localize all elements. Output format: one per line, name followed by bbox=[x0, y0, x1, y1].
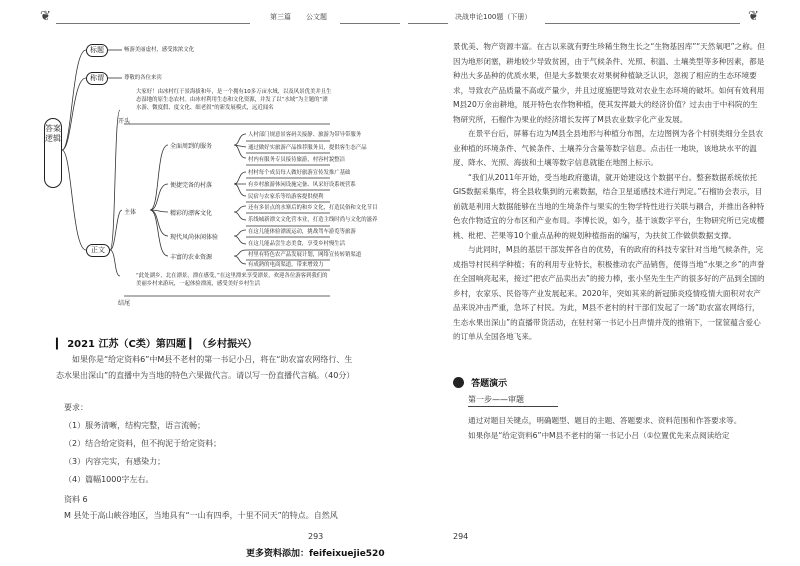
connector-group-4 bbox=[150, 210, 168, 236]
mindmap-root bbox=[44, 118, 62, 188]
mindmap-group-5-item-1: 村里有特色农产品发展计划，网络宣传转销渠道 bbox=[248, 252, 362, 258]
mindmap-root-label: 答案逻辑 bbox=[45, 124, 61, 143]
material-start: M 县处于高山峡谷地区，当地具有“一山有四季，十里不同天”的特点。自然风 bbox=[64, 511, 338, 520]
requirement-3: （3）内容完实，有感染力； bbox=[64, 457, 166, 466]
connector-group-4-items bbox=[234, 230, 246, 244]
right-header-rule-2 bbox=[545, 23, 740, 24]
right-paragraph-2: 在景平台后，屏幕右边为M县全县地形与种植分布图，左边图例为各个村别类细分全县农业种植的环境条件、气候条件、土壤养分含量等数字信息。点击任一地块，该地块水平的温度、降水、光照、海拔和土壤等数字信息就能在地图上标示。 bbox=[453, 129, 764, 167]
right-ornament-icon: ❦ bbox=[748, 9, 759, 24]
mindmap-group-2-item-2: 有乡村旅游休闲设施完备、风采好设系统营系 bbox=[248, 182, 356, 188]
left-header-title: 公文题 bbox=[306, 13, 327, 21]
mindmap-main-label: 主体 bbox=[124, 209, 137, 216]
mindmap-group-2-item-1: 村村每个成员每人做好旅游宣传发推广基础 bbox=[248, 170, 351, 176]
mindmap-group-3-item-2: 乐线城新漂文文化营本业，打造主线时尚与文化的滋养 bbox=[248, 217, 378, 223]
mindmap-group-2-item-3: 民宿与农家乐等给游客提供便利 bbox=[248, 194, 324, 200]
connector-group-1 bbox=[150, 145, 168, 210]
connector-title bbox=[62, 50, 86, 150]
right-header-rule-1 bbox=[408, 23, 448, 24]
mindmap-group-4-item-2: 在这儿能品尝生态美食，享受乡村慢生活 bbox=[248, 241, 346, 247]
question-title-text: 2021 江苏（C类）第四题 ▎（乡村振兴） bbox=[67, 339, 258, 350]
page-number-right: 294 bbox=[453, 532, 469, 541]
mindmap-group-1-item-3: 村内有服务专员接待旅游，村容村貌整洁 bbox=[248, 157, 346, 163]
requirement-2: （2）结合给定资料，但不拘泥于给定资料； bbox=[64, 439, 222, 448]
mindmap-ending-label: 结尾 bbox=[118, 300, 131, 307]
connector-group-2 bbox=[150, 184, 168, 210]
mindmap-salutation-text: 尊敬的各位来宾 bbox=[124, 75, 162, 81]
mindmap-group-4-label: 现代风尚休闲体验 bbox=[170, 234, 219, 241]
question-title bbox=[56, 335, 257, 350]
section-bullet-icon bbox=[453, 377, 464, 388]
question-prompt: 如果你是“给定资料6”中M县不老村的第一书记小吕，将在“助农富农网络行、生态水果出深山”的直播中为当地的特色六果做代言。请以写一份直播代言稿。（40分） bbox=[56, 355, 355, 380]
mindmap-node-salutation-label: 称谓 bbox=[90, 74, 104, 82]
mindmap-group-1-item-2: 通过做好实旅游产品推荐服务员，提供客生态产品 bbox=[248, 145, 367, 151]
mindmap-group-5-label: 丰富的农业资源 bbox=[170, 254, 213, 261]
connector-group-1-items bbox=[234, 134, 246, 158]
step-paragraph-1: 通过对题目关键点，明确题型、题目的主题、答题要求、资料范围和作答要求等。 bbox=[468, 416, 742, 425]
right-paragraph-3: “我们从2011年开始，受当地政府邀请，就开始建设这个数据平台。整套数据系统依托GIS数据采集库，将全县收集到的元素数据，结合卫星遥感技术进行判定。”石榴协会表示，目前就是利用大数据能够在当地的生境条件与果实的生物学特性进行关联与耦合，并推出各种特色农作物适宜的分布区和产业布局。李博长说，如今，基于该数字平台，生物研究所已完成樱桃、枇杷、芒果等10个重点品种的规划种植指南的编写，为扶贫工作做供数据支撑。 bbox=[453, 172, 765, 240]
right-paragraph-1: 景优美、物产资源丰富。在古以来就有野生珍稀生物生长之“生物基因库”“天然氧吧”之称。但因为地形闭塞，耕地较少导致贫困，由于气候条件、光照、积温、土壤类型等多种因素，都是种出大多品种的优质水果，但是大多数果农对果树种植缺乏认识，忽视了相应的生态环境要求，导致农产品质量不高或产量少，并且过度施肥导致对农业生态环境的破坏。如何有效利用M县20万余亩耕地，展开特色农作物种植，使其发挥最大的经济价值？过去由于中科院的生物研究所，石榴作为果业的经济增长发挥了M县农业数字化产业发展。 bbox=[453, 42, 765, 124]
connector-group-3-items bbox=[234, 206, 246, 220]
step-underline bbox=[468, 406, 558, 407]
requirement-1: （1）服务清晰，结构完整，语言流畅； bbox=[64, 421, 206, 430]
mindmap-node-salutation bbox=[86, 72, 108, 85]
connector-opening bbox=[110, 110, 120, 250]
requirement-4: （4）篇幅1000字左右。 bbox=[64, 475, 154, 484]
mindmap-group-3-label: 精彩的漂客文化 bbox=[170, 210, 213, 217]
connector-group-2-items bbox=[234, 172, 246, 196]
mindmap-group-3-item-1: 还有多景点的水寨后的和乡文化，打造民俗和文化节目 bbox=[248, 205, 378, 211]
mindmap-ending-text: “此处湖乡，北在漂景，漂在感受，”在这里漂来享受漂景，欢迎各位游客到我们的美丽乡村来游玩，一起体验漂流，感受美好乡村生活 bbox=[136, 273, 328, 287]
mindmap-title-text: 畅游美丽虚村，感受浓浓文化 bbox=[124, 47, 195, 53]
mindmap-opening-label: 开头 bbox=[118, 118, 131, 125]
left-header-part: 第三篇 bbox=[270, 13, 291, 21]
question-title-bar: ▎ bbox=[56, 339, 64, 350]
page-number-left: 293 bbox=[308, 532, 324, 541]
footer-contact: 更多资料添加：feifeixuejie520 bbox=[246, 549, 385, 559]
requirements-label: 要求： bbox=[64, 403, 88, 412]
mindmap-group-2-label: 便捷完备的村落 bbox=[170, 182, 213, 189]
mindmap-group-5-item-2: 有成熟的电商渠道，带来增效力 bbox=[248, 262, 324, 268]
mindmap-node-body-label: 正文 bbox=[91, 246, 105, 254]
left-ornament-icon: ❦ bbox=[40, 9, 51, 24]
connector-group-5 bbox=[150, 210, 168, 256]
mindmap-group-4-item-1: 在这儿能体验漂流运动，挑战驾车游览等旅游 bbox=[248, 229, 356, 235]
step-title: 第一步——审题 bbox=[468, 395, 524, 404]
connector-group-5-items bbox=[234, 250, 246, 264]
right-paragraph-4: 与此同时，M县的基层干部发挥各自的优势，有的政府的科技专家针对当地气候条件，完成指导村民科学种植；有的利用专业特长，积极推动农产品销售，使得当地“水果之乡”的声誉在全国响亮起来，接过“把农产品卖出去”的接力棒，张小坚先生生产的很多好的产品到全国的乡村，农家乐、民俗等产业发展起来。2020年，突如其来的新冠肺炎疫情疫情大面积对农产品来说冲击严重，急坏了村民。为此，M县不老村的村干部们发起了一场“助农富农网络行，生态水果出深山”的直播带货活动，在驻村第一书记小吕声情并茂的推销下，一筐筐蕴含爱心的订单从全国各地飞来。 bbox=[453, 245, 765, 341]
step-paragraph-2: 如果你是“给定资料6”中M县不老村的第一书记小吕（①位置优先来点阅读给定 bbox=[468, 430, 730, 440]
mindmap-opening-text: 大家好！由冰村红于景海拔和年，是一个拥有10多万亩水域、以及风景优美并且生态湿地的原生态农村。由冰村利用生态和文化资源，并发了以“水域”为主题的“漂水游、微度假、度文化、细老叙”的新发展模式，远近闻名 bbox=[136, 89, 332, 111]
connector-body bbox=[62, 150, 86, 250]
mindmap-node-body bbox=[86, 244, 110, 257]
right-header-title: 决战申论100题（下册） bbox=[455, 13, 532, 21]
section-heading-text: 答题演示 bbox=[471, 379, 508, 389]
mindmap-group-1-label: 全面周到的服务 bbox=[170, 143, 213, 150]
step-body bbox=[453, 414, 765, 494]
right-page-body bbox=[453, 40, 765, 368]
mindmap-group-1-item-1: 人村部门规意景客码关接静、旅游为带导带服务 bbox=[248, 132, 362, 138]
mindmap-node-title bbox=[86, 44, 108, 57]
material-label: 资料 6 bbox=[64, 495, 88, 504]
section-heading bbox=[453, 376, 507, 389]
mindmap-node-title-label: 标题 bbox=[90, 46, 104, 54]
connector-ending bbox=[110, 250, 120, 276]
